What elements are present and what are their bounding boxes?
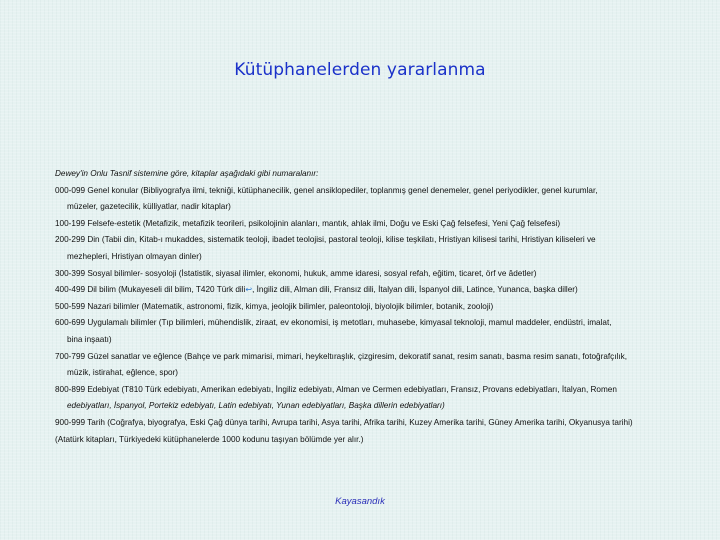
class-600-line-1: 600-699 Uygulamalı bilimler (Tıp bilimleri, mühendislik, ziraat, ev ekonomisi, iş metotları, muhasebe, kimyasal teknoloji, mamul maddeler, endüstri, imalat, — [55, 318, 612, 328]
class-800-line-1: 800-899 Edebiyat (T810 Türk edebiyatı, Amerikan edebiyatı, İngiliz edebiyatı, Alman ve Cermen edebiyatları, Fransız, Provans edebiyatları, İtalyan, Romen — [55, 384, 617, 394]
class-500-line-1: 500-599 Nazari bilimler (Matematik, astronomi, fizik, kimya, jeolojik bilimler, paleontoloji, biyolojik bilimler, botanik, zooloji) — [55, 301, 494, 311]
return-arrow-icon: ↩ — [245, 285, 253, 295]
class-600-line-2: bina inşaatı) — [67, 334, 112, 344]
ataturk-note: (Atatürk kitapları, Türkiyedeki kütüphanelerde 1000 kodunu taşıyan bölümde yer alır.) — [55, 434, 364, 444]
class-800-line-2: edebiyatları, İspanyol, Portekiz edebiyatı, Latin edebiyatı, Yunan edebiyatları, Başka dillerin edebiyatları) — [67, 401, 445, 411]
intro-text: Dewey'in Onlu Tasnif sistemine göre, kitaplar aşağıdaki gibi numaralanır: — [55, 169, 319, 178]
class-300-line-1: 300-399 Sosyal bilimler- sosyoloji (İstatistik, siyasal ilimler, ekonomi, hukuk, amme idaresi, sosyal refah, eğitim, ticaret, örf ve âdetler) — [55, 268, 537, 278]
class-000-line-2: müzeler, gazetecilik, külliyatlar, nadir kitaplar) — [67, 202, 231, 212]
class-000-line-1: 000-099 Genel konular (Bibliyografya ilmi, tekniği, kütüphanecilik, genel ansiklopediler, toplanmış genel denemeler, genel periyodikler, genel kurumlar, — [55, 185, 598, 195]
class-400-text-a: 400-499 Dil bilim (Mukayeseli dil bilim, T420 Türk dili — [55, 285, 246, 295]
class-200-line-2: mezhepleri, Hristiyan olmayan dinler) — [67, 251, 202, 261]
page-title: Kütüphanelerden yararlanma — [234, 60, 486, 80]
class-700-line-2: müzik, istirahat, eğlence, spor) — [67, 368, 179, 378]
footer-author: Kayasandık — [335, 496, 385, 507]
class-900-line-1: 900-999 Tarih (Coğrafya, biyografya, Eski Çağ dünya tarihi, Avrupa tarihi, Asya tarihi, Afrika tarihi, Kuzey Amerika tarihi, Güney Amerika tarihi, Okyanusya tarihi) — [55, 417, 633, 427]
class-200-line-1: 200-299 Din (Tabii din, Kitab-ı mukaddes, sistematik teoloji, ibadet teolojisi, pastoral teoloji, kilise teşkilatı, Hristiyan kilisesi tarihi, Hristiyan kiliseleri ve — [55, 235, 596, 245]
class-400-text-b: , İngiliz dili, Alman dili, Fransız dili, İtalyan dili, İspanyol dili, Latince, Yunanca, başka diller) — [252, 285, 578, 295]
class-400-line-1 — [55, 282, 680, 299]
class-700-line-1: 700-799 Güzel sanatlar ve eğlence (Bahçe ve park mimarisi, mimari, heykeltıraşlık, çizgiresim, dekoratif sanat, resim sanatı, basma resim sanatı, fotoğrafçılık, — [55, 351, 627, 361]
class-100-line-1: 100-199 Felsefe-estetik (Metafizik, metafizik teorileri, psikolojinin alanları, mantık, ahlak ilmi, Doğu ve Eski Çağ felsefesi, Yeni Çağ felsefesi) — [55, 218, 561, 228]
content-body — [55, 166, 680, 448]
